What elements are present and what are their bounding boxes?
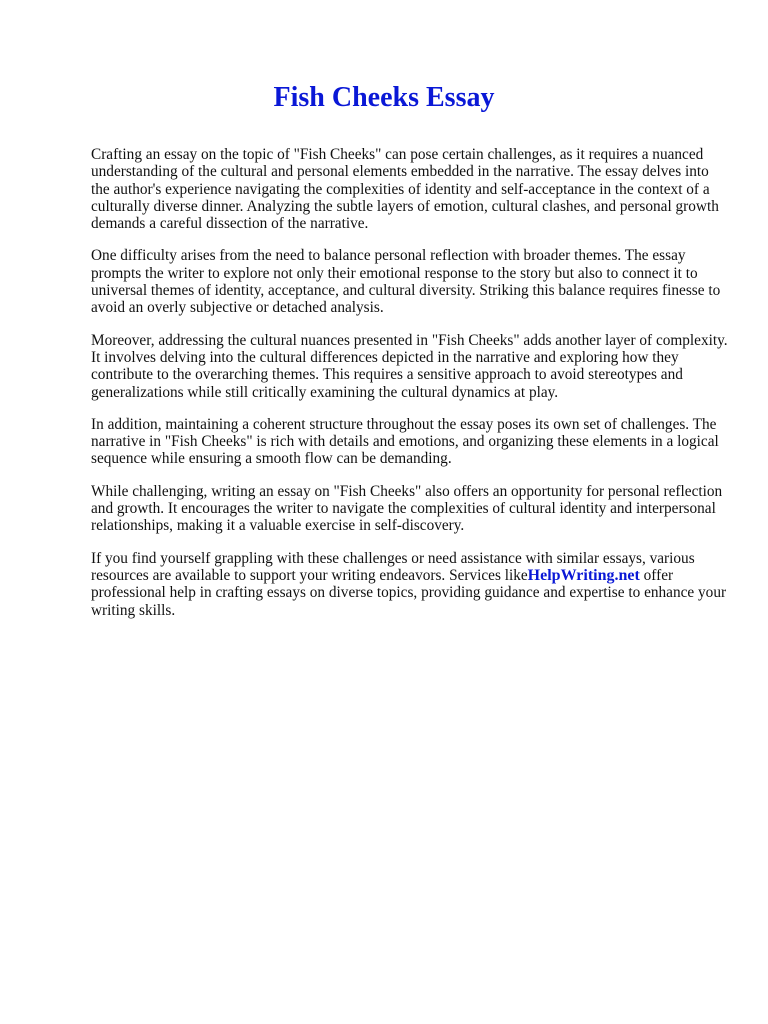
paragraph-6 [91,550,731,619]
paragraph-6-text-before-link: If you find yourself grappling with these challenges or need assistance with similar essays, various resources are available to support your writing endeavors. Services like [91,549,695,584]
helpwriting-link[interactable]: HelpWriting.net [527,566,640,584]
paragraph-4: In addition, maintaining a coherent structure throughout the essay poses its own set of challenges. The narrative in "Fish Cheeks" is rich with details and emotions, and organizing these elements in a logical sequence while ensuring a smooth flow can be demanding. [91,415,719,468]
paragraph-5: While challenging, writing an essay on "Fish Cheeks" also offers an opportunity for personal reflection and growth. It encourages the writer to navigate the complexities of cultural identity and interpersonal relationships, making it a valuable exercise in self-discovery. [91,482,723,535]
paragraph-3: Moreover, addressing the cultural nuances presented in "Fish Cheeks" adds another layer of complexity. It involves delving into the cultural differences depicted in the narrative and exploring how they contribute to the overarching themes. This requires a sensitive approach to avoid stereotypes and generalizations while still critically examining the cultural dynamics at play. [91,331,728,401]
essay-body [91,146,731,634]
paragraph-1: Crafting an essay on the topic of "Fish Cheeks" can pose certain challenges, as it requires a nuanced understanding of the cultural and personal elements embedded in the narrative. The essay delves into the author's experience navigating the complexities of identity and self-acceptance in the context of a culturally diverse dinner. Analyzing the subtle layers of emotion, cultural clashes, and personal growth demands a careful dissection of the narrative. [91,146,719,233]
page-title: Fish Cheeks Essay [273,82,495,113]
paragraph-2: One difficulty arises from the need to balance personal reflection with broader themes. The essay prompts the writer to explore not only their emotional response to the story but also to connect it to universal themes of identity, acceptance, and cultural diversity. Striking this balance requires finesse to avoid an overly subjective or detached analysis. [91,247,721,317]
paragraph-6-text-after-link: offer professional help in crafting essays on diverse topics, providing guidance and expertise to enhance your writing skills. [91,566,727,619]
